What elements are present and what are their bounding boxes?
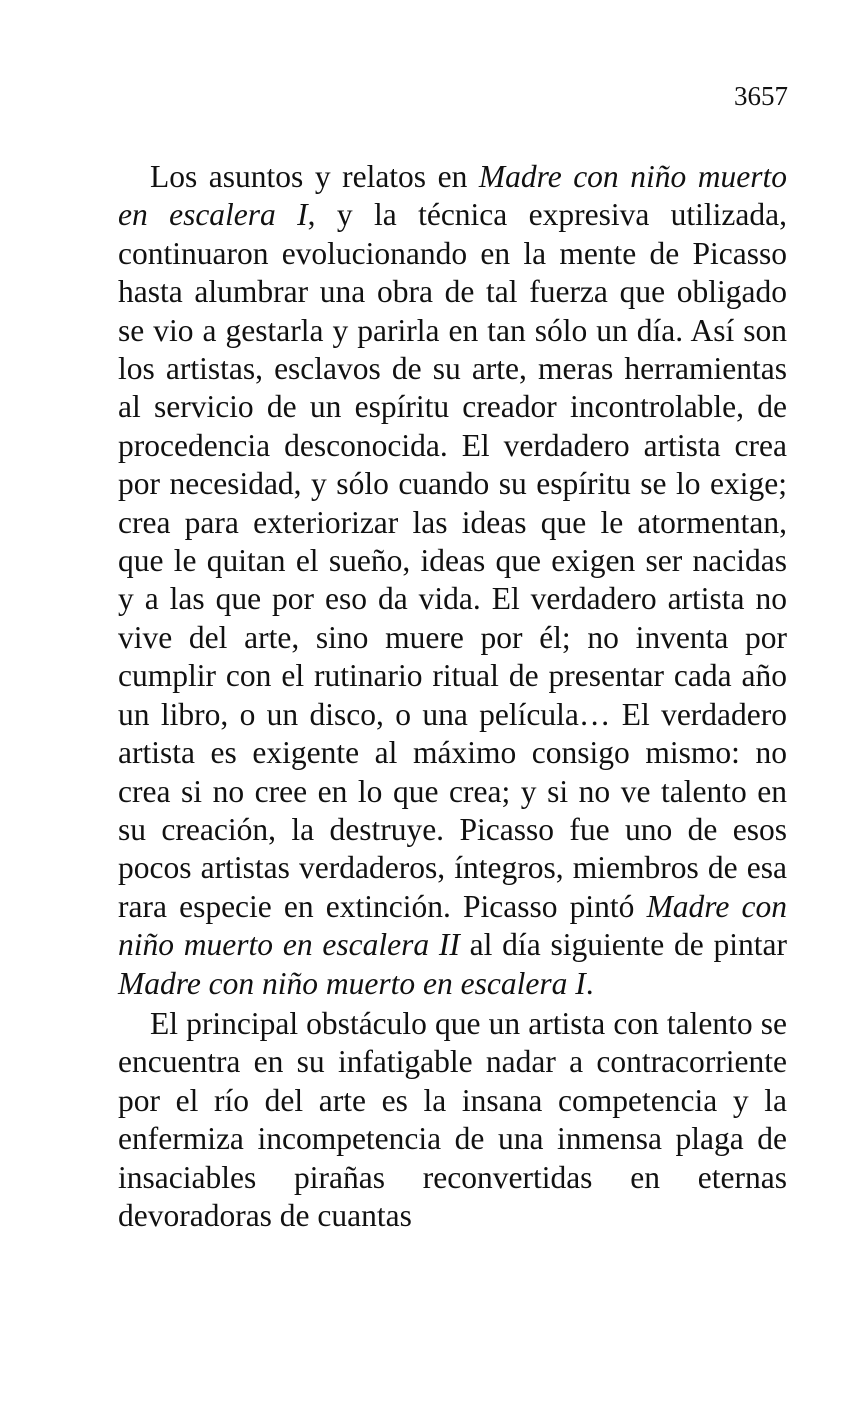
paragraph-1-text-4: . bbox=[585, 965, 594, 1001]
paragraph-1-text-1: Los asuntos y relatos en bbox=[150, 159, 479, 194]
paragraph-2: El principal obstáculo que un artista con talento se encuentra en su infatigable nadar a contracorriente por el río del arte es la insana competencia y la enfermiza incompetencia de una inmensa plaga de insaciables pirañas reconvertidas en eternas devoradoras de cuantas bbox=[118, 1005, 787, 1233]
body-text bbox=[118, 158, 787, 1235]
paragraph-1-text-2: , y la técnica expresiva utilizada, continuaron evolucionando en la mente de Picasso hasta alumbrar una obra de tal fuerza que obligado se vio a gestarla y parirla en tan sólo un día. Así son los artistas, esclavos de su arte, meras herramientas al servicio de un espíritu creador incontrolable, de procedencia desconocida. El verdadero artista crea por necesidad, y sólo cuando su espíritu se lo exige; crea para exteriorizar las ideas que le atormentan, que le quitan el sueño, ideas que exigen ser nacidas y a las que por eso da vida. El verdadero artista no vive del arte, sino muere por él; no inventa por cumplir con el rutinario ritual de presentar cada año un libro, o un disco, o una película… El verdadero artista es exigente al máximo consigo mismo: no crea si no cree en lo que crea; y si no ve talento en su creación, la destruye. Picasso fue uno de esos pocos artistas verdaderos, íntegros, miembros de esa rara especie en extinción. Picasso pintó bbox=[118, 197, 787, 924]
page-number: 3657 bbox=[734, 81, 788, 111]
paragraph-1-text-3: al día siguiente de pintar bbox=[459, 927, 787, 963]
artwork-title-1: Madre con niño muerto en escalera I bbox=[118, 159, 787, 233]
artwork-title-3: Madre con niño muerto en escalera I bbox=[118, 965, 586, 1001]
artwork-title-2: Madre con niño muerto en escalera II bbox=[118, 888, 787, 963]
paragraph-1 bbox=[118, 158, 787, 1003]
